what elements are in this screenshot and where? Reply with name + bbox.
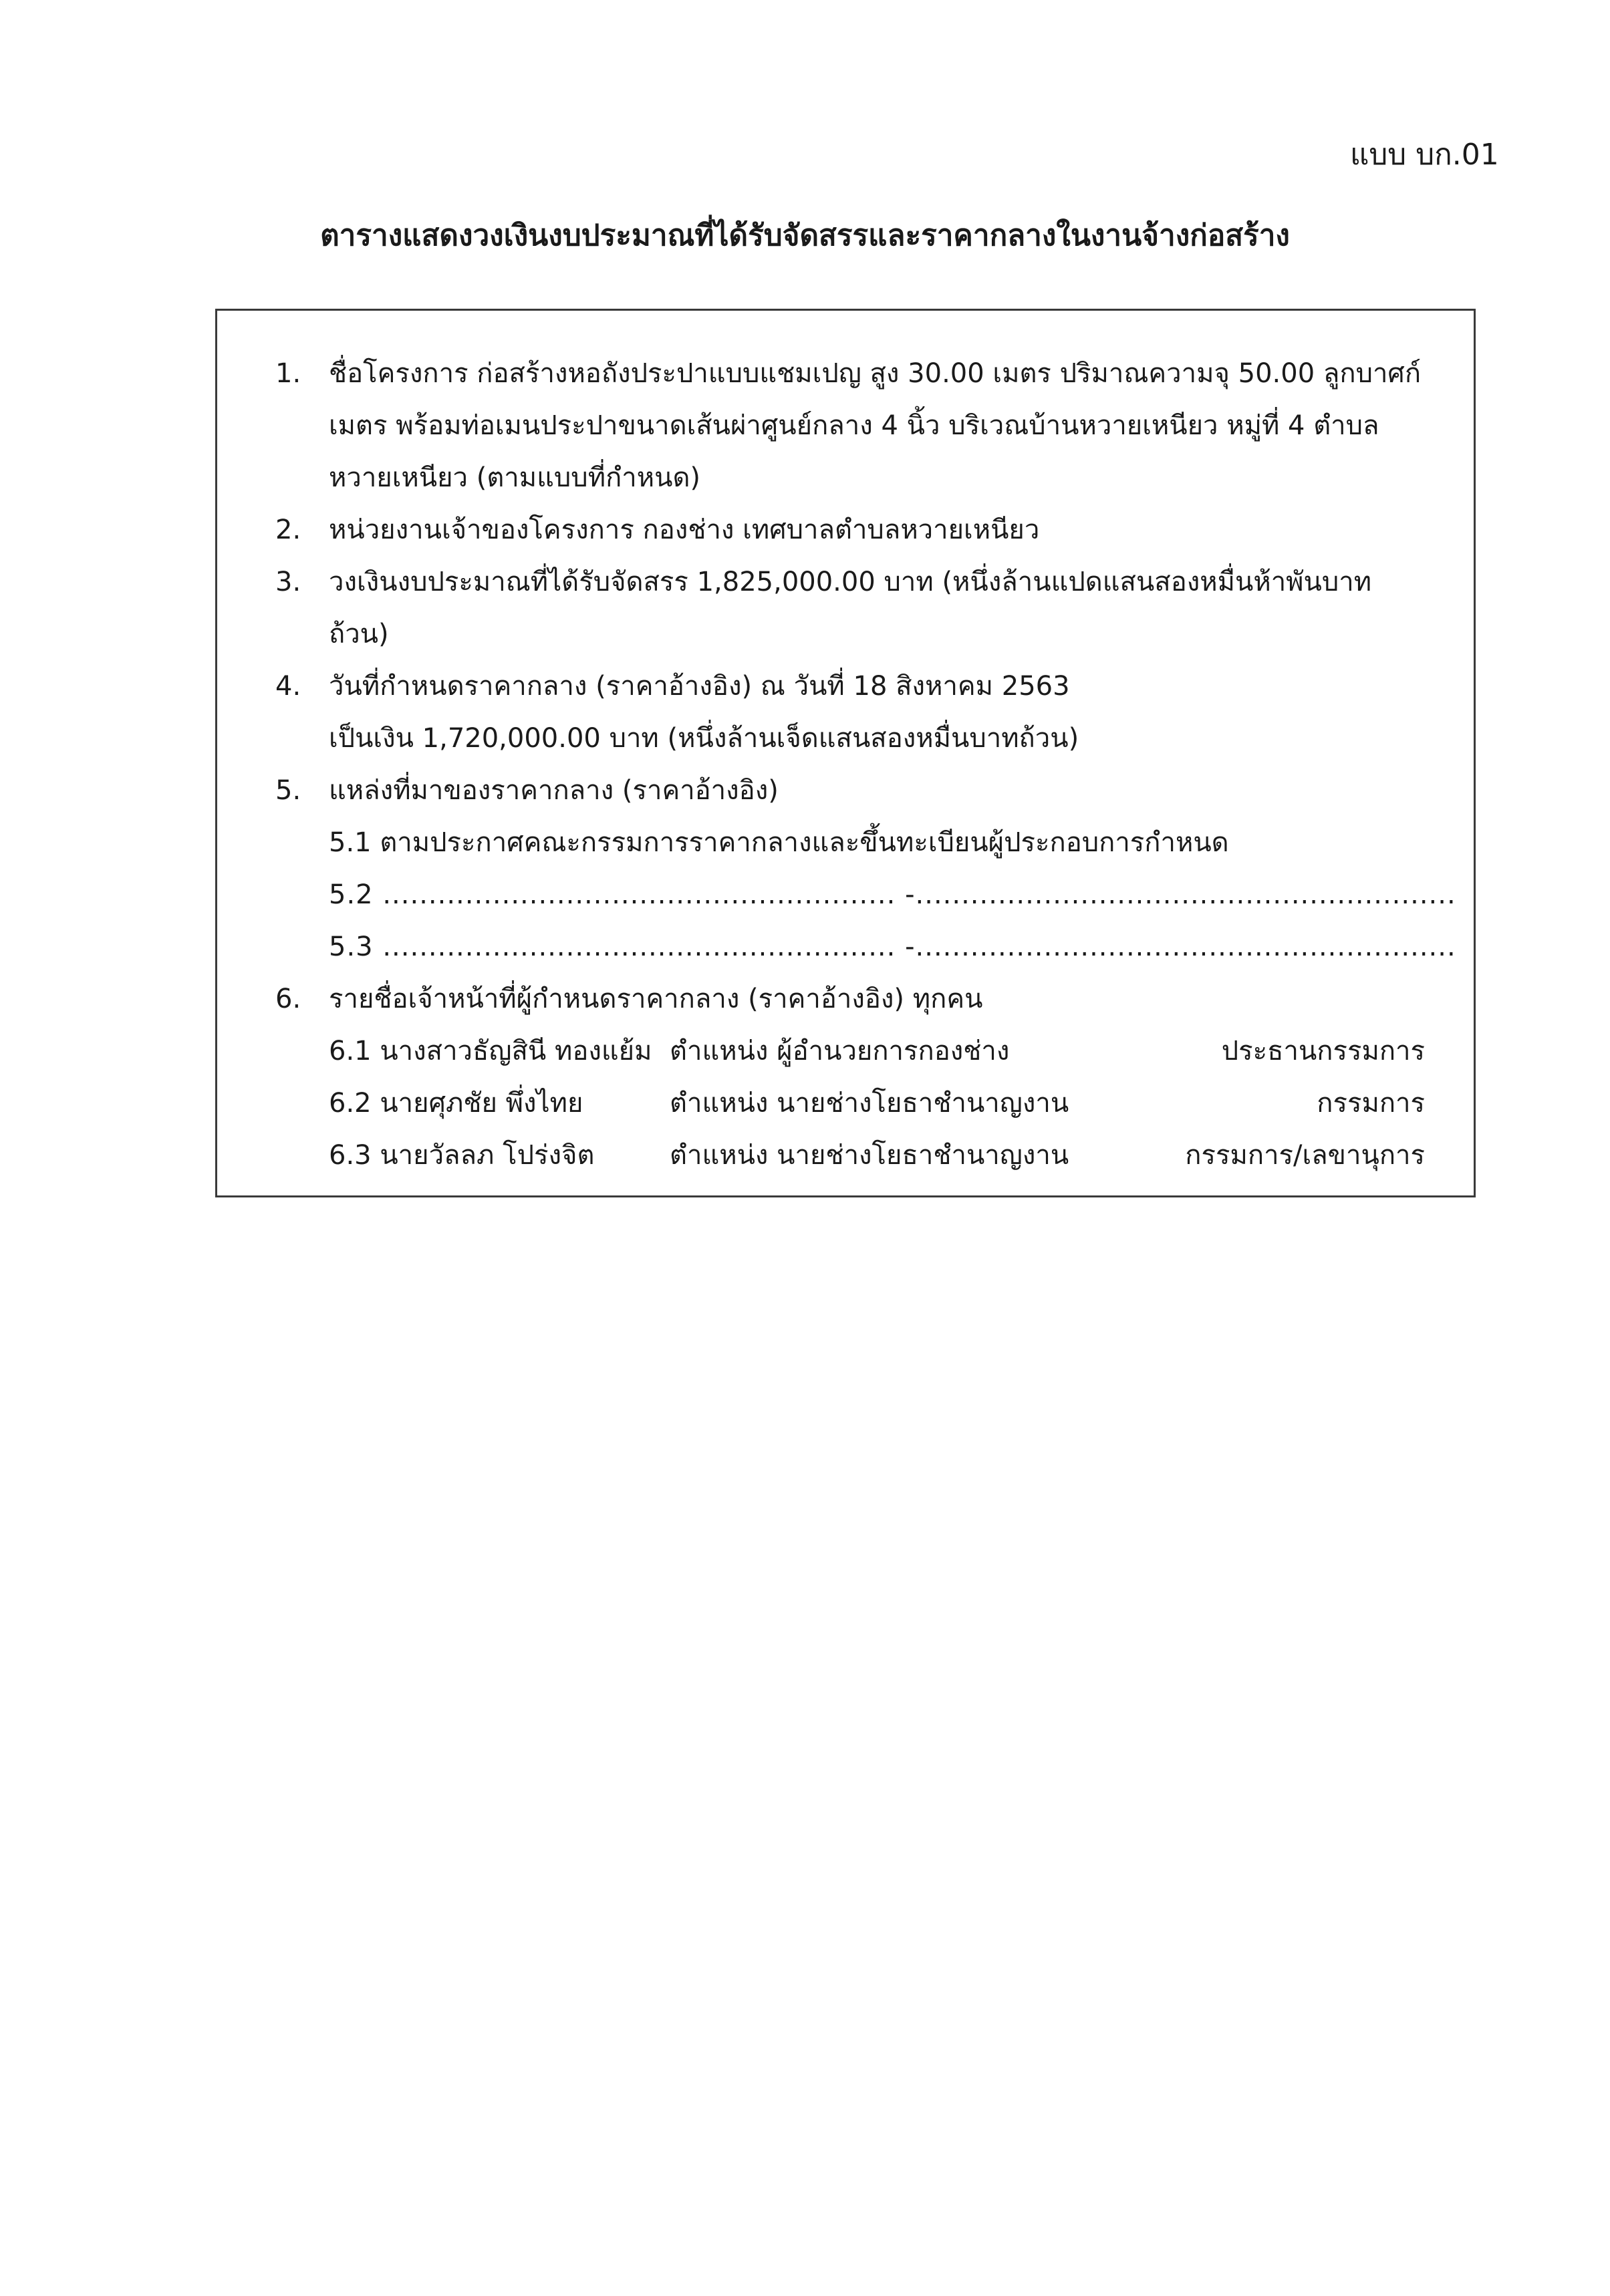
item-text: วงเงินงบประมาณที่ได้รับจัดสรร 1,825,000.00 บาท (หนึ่งล้านแปดแสนสองหมื่นห้าพันบาทถ้วน) xyxy=(329,567,1372,650)
official-row xyxy=(275,1077,1425,1129)
source-line-blank: 5.2 ........................................................ -........................................................... xyxy=(329,879,1456,910)
item-reference-date xyxy=(275,660,1425,764)
item-officials xyxy=(275,973,1425,1025)
form-code: แบบ บก.01 xyxy=(1350,138,1499,172)
item-agency xyxy=(275,504,1425,556)
official-name: 6.2 นายศุภชัย พึ่งไทย xyxy=(329,1088,583,1119)
official-role: กรรมการ/เลขานุการ xyxy=(1185,1140,1425,1171)
item-text-amount: เป็นเงิน 1,720,000.00 บาท (หนึ่งล้านเจ็ดแสนสองหมื่นบาทถ้วน) xyxy=(329,723,1079,754)
item-number: 3. xyxy=(275,567,301,597)
item-text: วันที่กำหนดราคากลาง (ราคาอ้างอิง) ณ วันที่ 18 สิงหาคม 2563 xyxy=(329,671,1070,702)
official-row xyxy=(275,1129,1425,1181)
source-line-blank: 5.3 ........................................................ -........................................................... xyxy=(329,931,1456,962)
official-position: ตำแหน่ง ผู้อำนวยการกองช่าง xyxy=(670,1036,1010,1066)
item-text: หน่วยงานเจ้าของโครงการ กองช่าง เทศบาลตำบลหวายเหนียว xyxy=(329,515,1040,545)
item-number: 2. xyxy=(275,515,301,545)
official-role: ประธานกรรมการ xyxy=(1221,1036,1425,1066)
document-title: ตารางแสดงวงเงินงบประมาณที่ได้รับจัดสรรและราคากลางในงานจ้างก่อสร้าง xyxy=(320,219,1290,253)
official-position: ตำแหน่ง นายช่างโยธาชำนาญงาน xyxy=(670,1140,1069,1171)
item-number: 4. xyxy=(275,671,301,702)
item-number: 6. xyxy=(275,984,301,1014)
item-text: แหล่งที่มาของราคากลาง (ราคาอ้างอิง) xyxy=(329,775,779,806)
item-text: ชื่อโครงการ ก่อสร้างหอถังประปาแบบแชมเปญ สูง 30.00 เมตร ปริมาณความจุ 50.00 ลูกบาศก์เมตร พร้อมท่อเมนประปาขนาดเส้นผ่าศูนย์กลาง 4 นิ้ว บริเวณบ้านหวายเหนียว หมู่ที่ 4 ตำบลหวายเหนียว (ตามแบบที่กำหนด) xyxy=(329,358,1422,493)
source-line: 5.1 ตามประกาศคณะกรรมการราคากลางและขึ้นทะเบียนผู้ประกอบการกำหนด xyxy=(329,827,1229,858)
official-role: กรรมการ xyxy=(1317,1088,1425,1119)
official-name: 6.3 นายวัลลภ โปร่งจิต xyxy=(329,1140,595,1171)
official-name: 6.1 นางสาวธัญสินี ทองแย้ม xyxy=(329,1036,652,1066)
item-price-source xyxy=(275,764,1425,817)
item-number: 1. xyxy=(275,358,301,389)
item-number: 5. xyxy=(275,775,301,806)
item-text: รายชื่อเจ้าหน้าที่ผู้กำหนดราคากลาง (ราคาอ้างอิง) ทุกคน xyxy=(329,984,983,1014)
item-budget xyxy=(275,556,1425,660)
official-position: ตำแหน่ง นายช่างโยธาชำนาญงาน xyxy=(670,1088,1069,1119)
info-content xyxy=(275,347,1456,1181)
official-row xyxy=(275,1025,1425,1077)
item-project-name xyxy=(275,347,1425,504)
